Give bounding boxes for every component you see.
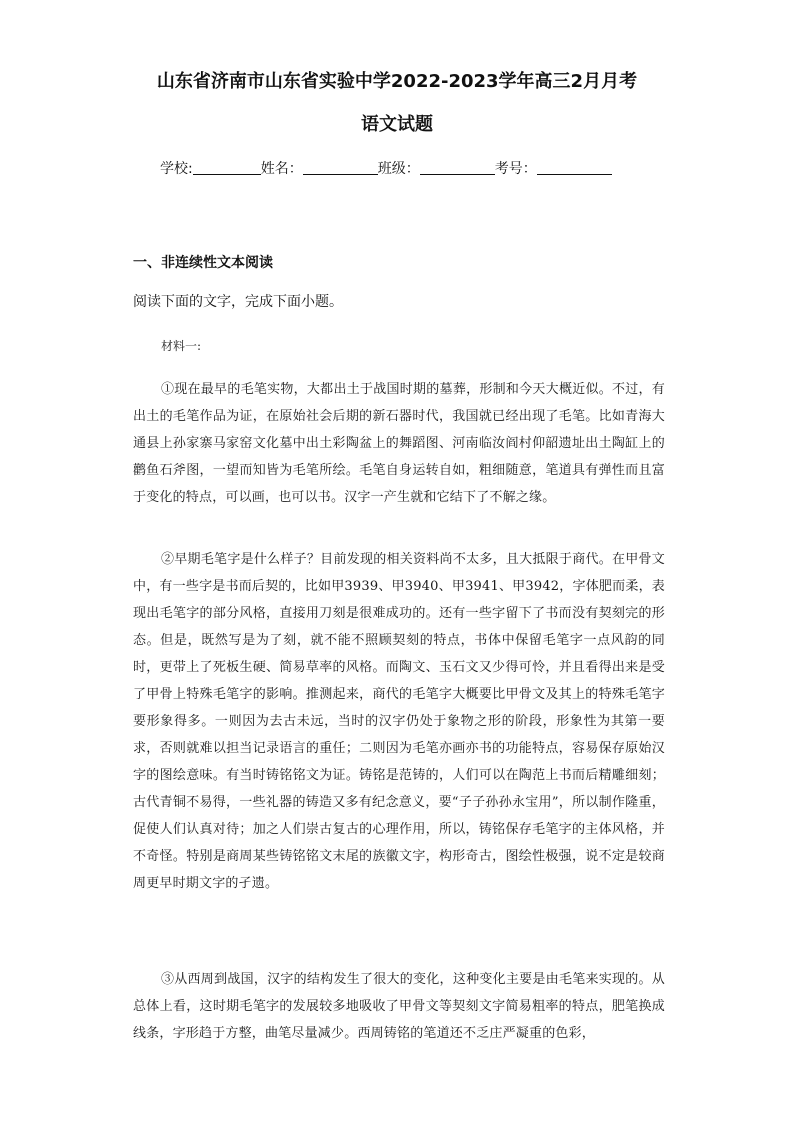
student-info-line [160, 158, 640, 180]
name-blank[interactable] [303, 160, 378, 175]
paragraph-2: ②早期毛笔字是什么样子？目前发现的相关资料尚不太多，且大抵限于商代。在甲骨文中，有一些字是书而后契的，比如甲3939、甲3940、甲3941、甲3942，字体肥而柔，表现出毛笔字的部分风格，直接用刀刻是很难成功的。还有一些字留下了书而没有契刻完的形态。但是，既然写是为了刻，就不能不照顾契刻的特点，书体中保留毛笔字一点风韵的同时，更带上了死板生硬、简易草率的风格。而陶文、玉石文又少得可怜，并且看得出来是受了甲骨上特殊毛笔字的影响。推测起来，商代的毛笔字大概要比甲骨文及其上的特殊毛笔字要形象得多。一则因为去古未远，当时的汉字仍处于象物之形的阶段，形象性为其第一要求，否则就难以担当记录语言的重任；二则因为毛笔亦画亦书的功能特点，容易保存原始汉字的图绘意味。有当时铸铭铭文为证。铸铭是范铸的，人们可以在陶范上书而后精雕细刻；古代青铜不易得，一些礼器的铸造又多有纪念意义，要“子子孙孙永宝用”，所以制作隆重，促使人们认真对待；加之人们崇古复古的心理作用，所以，铸铭保存毛笔字的主体风格，并不奇怪。特别是商周某些铸铭铭文末尾的族徽文字，构形奇古，图绘性极强，说不定是较商周更早时期文字的孑遗。 [133, 552, 665, 891]
exam-number-blank[interactable] [537, 160, 612, 175]
exam-number-label: 考号： [494, 161, 537, 177]
document-subtitle: 语文试题 [361, 114, 433, 135]
name-label: 姓名： [260, 161, 303, 177]
material-label: 材料一: [161, 339, 202, 353]
document-title: 山东省济南市山东省实验中学2022-2023学年高三2月月考 [156, 71, 638, 92]
class-blank[interactable] [420, 160, 495, 175]
paragraph-1: ①现在最早的毛笔实物，大都出土于战国时期的墓葬，形制和今天大概近似。不过，有出土的毛笔作品为证，在原始社会后期的新石器时代，我国就已经出现了毛笔。比如青海大通县上孙家寨马家窑文化墓中出土彩陶盆上的舞蹈图、河南临汝阎村仰韶遗址出土陶缸上的鹳鱼石斧图，一望而知皆为毛笔所绘。毛笔自身运转自如，粗细随意，笔道具有弹性而且富于变化的特点，可以画，也可以书。汉字一产生就和它结下了不解之缘。 [133, 382, 665, 505]
section-heading: 一、非连续性文本阅读 [133, 255, 273, 271]
class-label: 班级： [377, 161, 420, 177]
paragraph-3: ③从西周到战国，汉字的结构发生了很大的变化，这种变化主要是由毛笔来实现的。从总体上看，这时期毛笔字的发展较多地吸收了甲骨文等契刻文字简易粗率的特点，肥笔换成线条，字形趋于方整，曲笔尽量减少。西周铸铭的笔道还不乏庄严凝重的色彩， [133, 972, 665, 1041]
reading-instruction: 阅读下面的文字，完成下面小题。 [133, 294, 343, 310]
school-label: 学校: [160, 161, 193, 177]
school-blank[interactable] [193, 160, 261, 175]
